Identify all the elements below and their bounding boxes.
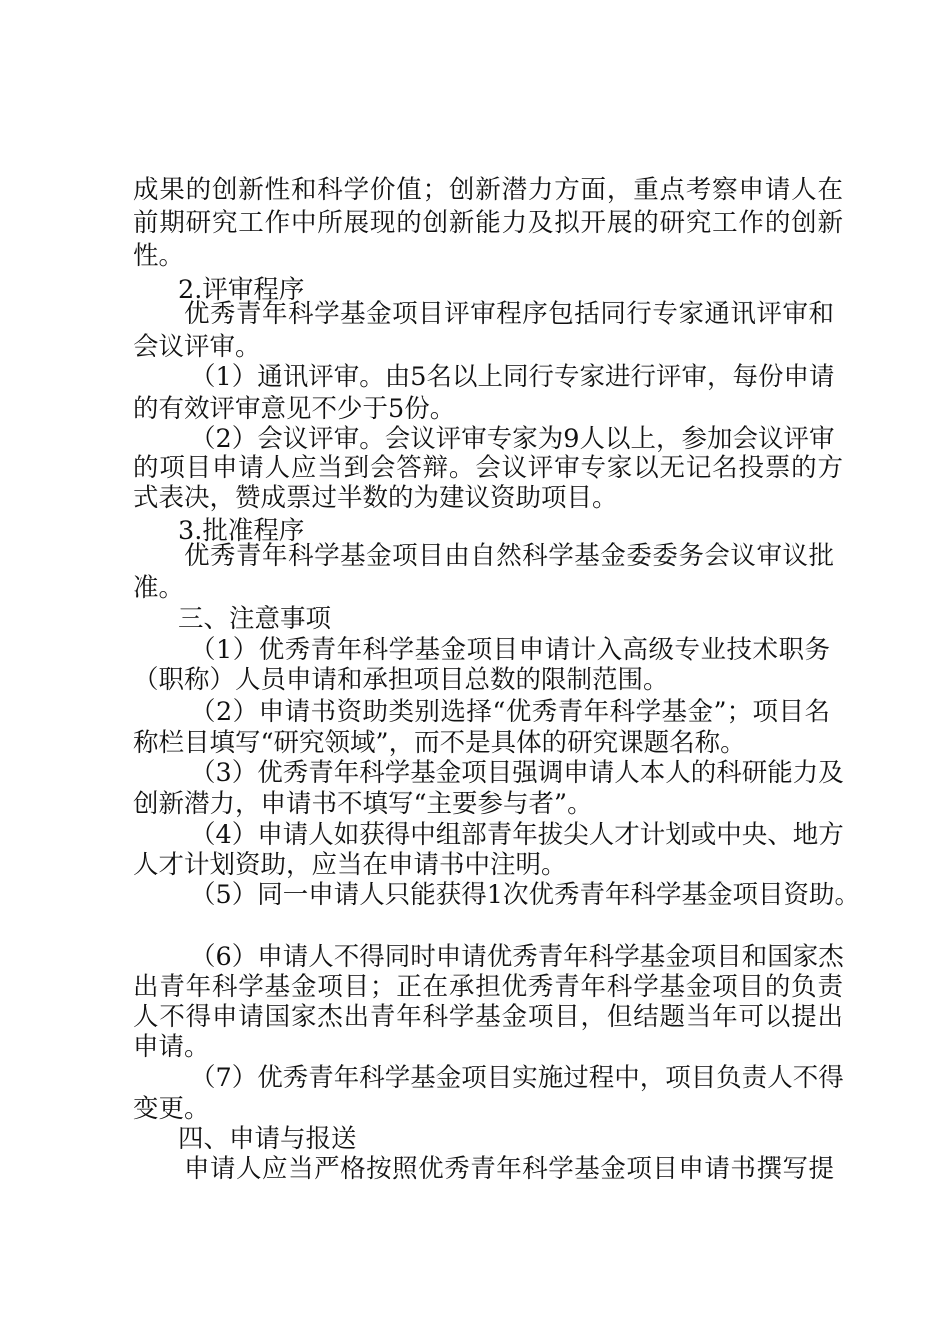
paragraph-line: 的项目申请人应当到会答辩。会议评审专家以无记名投票的方 xyxy=(133,453,843,483)
paragraph-line: 申请人应当严格按照优秀青年科学基金项目申请书撰写提 xyxy=(184,1154,834,1184)
paragraph-line: （职称）人员申请和承担项目总数的限制范围。 xyxy=(133,665,669,695)
paragraph-line: 准。 xyxy=(133,573,185,603)
section-heading: 3.批准程序 xyxy=(178,516,305,546)
paragraph-line: 成果的创新性和科学价值；创新潜力方面，重点考察申请人在 xyxy=(133,175,843,205)
section-heading: 三、注意事项 xyxy=(178,604,332,634)
paragraph-line: 出青年科学基金项目；正在承担优秀青年科学基金项目的负责 xyxy=(133,972,843,1002)
paragraph-line: 变更。 xyxy=(133,1094,210,1124)
paragraph-line: 优秀青年科学基金项目由自然科学基金委委务会议审议批 xyxy=(184,541,834,571)
paragraph-line: （1）通讯评审。由5名以上同行专家进行评审，每份申请 xyxy=(190,362,835,392)
paragraph-line: （4）申请人如获得中组部青年拔尖人才计划或中央、地方 xyxy=(190,820,844,850)
paragraph-line: 创新潜力，申请书不填写“主要参与者”。 xyxy=(133,789,593,819)
section-heading: 四、申请与报送 xyxy=(178,1124,357,1154)
paragraph-line: （6）申请人不得同时申请优秀青年科学基金项目和国家杰 xyxy=(190,942,844,972)
paragraph-line: 前期研究工作中所展现的创新能力及拟开展的研究工作的创新 xyxy=(133,208,843,238)
paragraph-line: 会议评审。 xyxy=(133,332,261,362)
paragraph-line: 性。 xyxy=(133,241,185,271)
paragraph-line: 式表决，赞成票过半数的为建议资助项目。 xyxy=(133,483,618,513)
section-heading: 2.评审程序 xyxy=(178,275,305,305)
paragraph-line: 人才计划资助，应当在申请书中注明。 xyxy=(133,850,567,880)
paragraph-line: 优秀青年科学基金项目评审程序包括同行专家通讯评审和 xyxy=(184,299,834,329)
paragraph-line: 人不得申请国家杰出青年科学基金项目，但结题当年可以提出 xyxy=(133,1002,843,1032)
paragraph-line: 称栏目填写“研究领域”，而不是具体的研究课题名称。 xyxy=(133,728,746,758)
paragraph-line: （7）优秀青年科学基金项目实施过程中，项目负责人不得 xyxy=(190,1063,844,1093)
paragraph-line: （2）会议评审。会议评审专家为9人以上，参加会议评审 xyxy=(190,424,835,454)
paragraph-line: （1）优秀青年科学基金项目申请计入高级专业技术职务 xyxy=(190,635,830,665)
paragraph-line: 的有效评审意见不少于5份。 xyxy=(133,394,456,424)
paragraph-line: （5）同一申请人只能获得1次优秀青年科学基金项目资助。 xyxy=(190,880,860,910)
paragraph-line: （2）申请书资助类别选择“优秀青年科学基金”；项目名 xyxy=(190,697,830,727)
paragraph-line: 申请。 xyxy=(133,1032,210,1062)
paragraph-line: （3）优秀青年科学基金项目强调申请人本人的科研能力及 xyxy=(190,758,844,788)
